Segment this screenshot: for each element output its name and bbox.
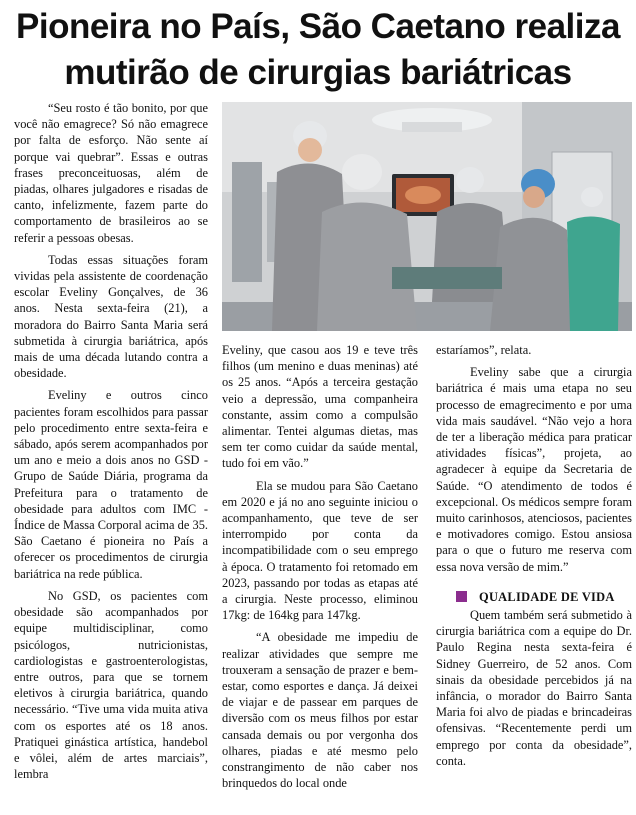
article-column-2 <box>222 342 418 797</box>
article-column-1 <box>14 100 208 788</box>
paragraph: “A obesidade me impediu de realizar atividades que sempre me trouxeram a sensação de prazer e bem-estar, como esportes e dança. Já deixei de viajar e de passear em parques de diversão com os meus filhos por estar cansada demais ou por vergonha dos olhares, piadas e até mesmo pelo constrangimento de não caber nos brinquedos do local onde <box>222 630 418 791</box>
paragraph: Quem também será submetido à cirurgia bariátrica com a equipe do Dr. Paulo Regina nesta sexta-feira é Sidney Guerreiro, de 52 anos. Com sinais da obesidade percebidos já na infância, o morador do Bairro Santa Maria foi alvo de piadas e brincadeiras ofensivas. “Recentemente perdi um emprego por conta da obesidade”, conta. <box>436 608 632 768</box>
section-heading <box>456 589 632 605</box>
paragraph: Todas essas situações foram vividas pela assistente de coordenação escolar Eveliny Gonçalves, de 36 anos. Nesta sexta-feira (21), a moradora do Bairro Santa Maria será submetida à cirurgia bariátrica, após mais de uma década lutando contra a obesidade. <box>14 252 208 381</box>
paragraph: Ela se mudou para São Caetano em 2020 e já no ano seguinte iniciou o acompanhamento, que teve de ser interrompido por conta da incompatibilidade com o seu emprego à época. O tratamento foi retomado em 2023, passando por todas as etapas até a cirurgia. Neste processo, eliminou 17kg: de 164kg para 147kg. <box>222 478 418 623</box>
section-marker-icon <box>456 591 467 602</box>
headline-line-2: mutirão de cirurgias bariátricas <box>64 53 572 92</box>
paragraph: estaríamos”, relata. <box>436 343 532 357</box>
paragraph: No GSD, os pacientes com obesidade são acompanhados por equipe multidisciplinar, como psicólogos, nutricionistas, cardiologistas e gastroenterologistas, entre outros, para que se tornem eletivos à cirurgia bariátrica, quando necessário. “Tive uma vida muita ativa com os esportes até os 18 anos. Pratiquei ginástica artística, handebol e vôlei, além de artes marciais”, lembra <box>14 588 208 782</box>
article-column-3 <box>436 342 632 775</box>
section-title: QUALIDADE DE VIDA <box>479 589 615 604</box>
paragraph: Eveliny, que casou aos 19 e teve três filhos (um menino e duas meninas) até os 25 anos. “Após a terceira gestação veio a depressão, uma companheira constante, assim como a compulsão alimentar. Tentei algumas dietas, mas sem ter como cuidar da saúde mental, tudo foi em vão.” <box>222 343 418 471</box>
article-headline <box>6 4 630 96</box>
paragraph: “Seu rosto é tão bonito, por que você não emagrece? Só não emagrece por falta de esforço. Não sente aí porque vai quebrar”. Essas e outras frases preconceituosas, além de piadas, olhares julgadores e risadas de canto, infelizmente, fazem parte do comportamento de brasileiros ao se referir a pessoas obesas. <box>14 101 208 245</box>
headline-line-1: Pioneira no País, São Caetano realiza <box>16 7 620 46</box>
paragraph: Eveliny sabe que a cirurgia bariátrica é mais uma etapa no seu processo de emagrecimento e por uma vida mais saudável. “Não vejo a hora de ter a liberação médica para praticar atividades físicas”, projeta, ao agradecer à equipe da Secretaria de Saúde. “O atendimento de todos é excepcional. Os médicos sempre foram muito carinhosos, atenciosos, pacientes e motivadores comigo. Estou ansiosa para o que o futuro me reserva com essa nova versão de mim.” <box>436 365 632 574</box>
paragraph: Eveliny e outros cinco pacientes foram escolhidos para passar pelo procedimento entre sexta-feira e sábado, após serem acompanhados por um ano e meio a dois anos no GSD - Grupo de Saúde Diária, programa da Prefeitura para o tratamento de obesidade para adultos com IMC - Índice de Massa Corporal acima de 35. São Caetano é pioneira no País a oferecer os procedimentos de cirurgia bariátrica na rede pública. <box>14 388 208 581</box>
surgery-photo <box>222 102 632 331</box>
